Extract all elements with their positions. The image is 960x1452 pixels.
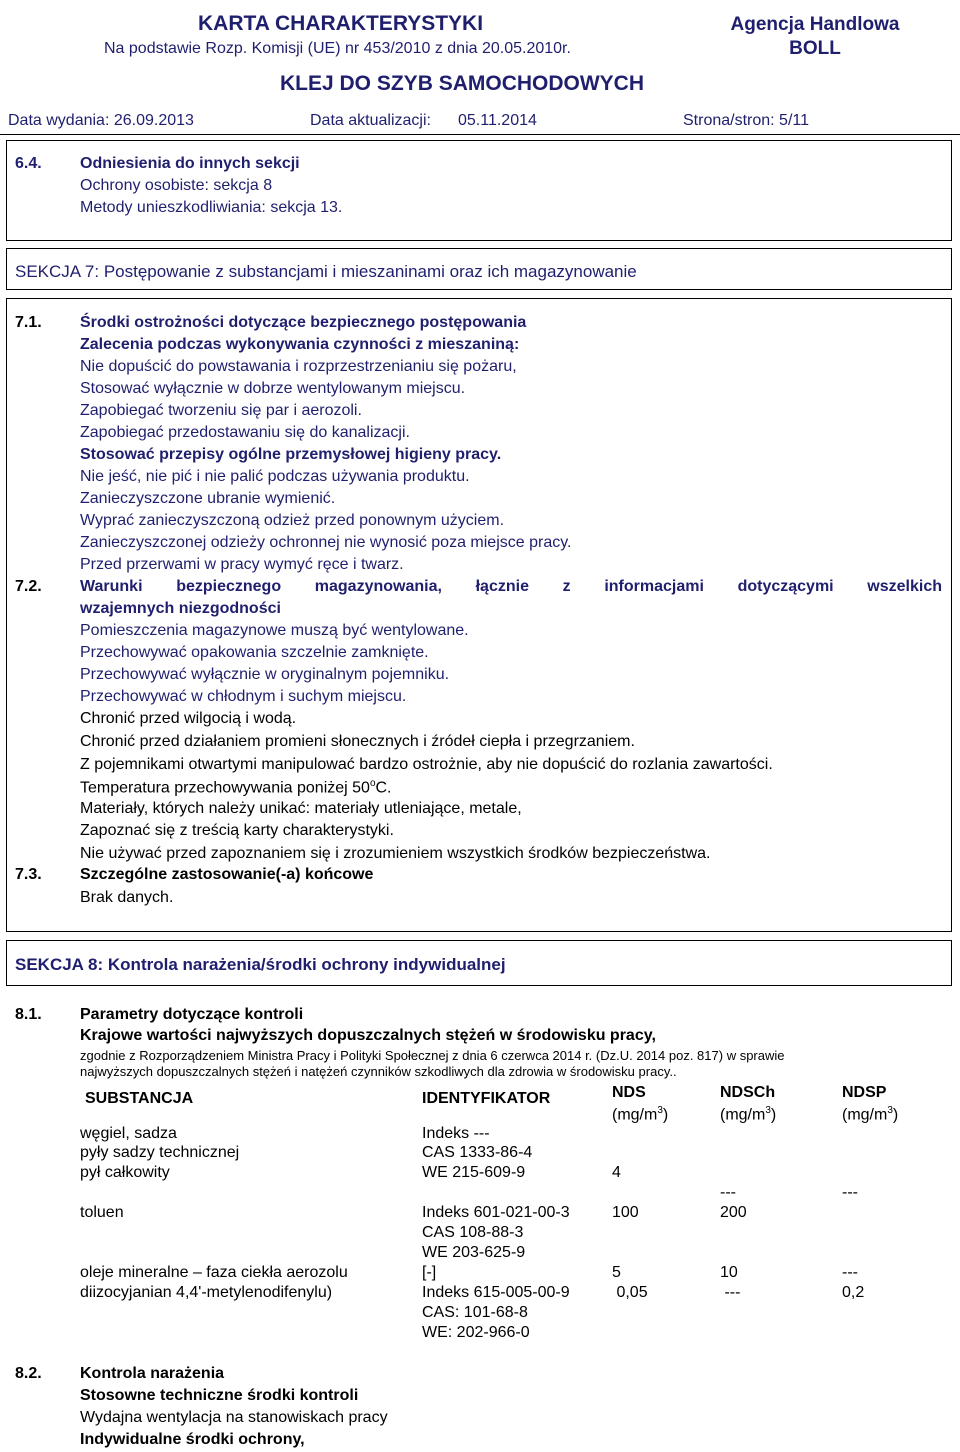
col-unit: $(mg/m^3)$ <box>612 1105 669 1124</box>
cell-ndsch: --- <box>720 1184 736 1201</box>
col-header-ndsp: NDSP <box>842 1084 887 1101</box>
cell-identifier: CAS: 101-68-8 <box>422 1304 528 1321</box>
s73-line: Brak danych. <box>80 889 174 906</box>
s71-line: Stosować przepisy ogólne przemysłowej higieny pracy. <box>80 446 502 463</box>
cell-substance: pyły sadzy technicznej <box>80 1144 240 1161</box>
s81-note: najwyższych dopuszczalnych stężeń i natężeń czynników szkodliwych dla zdrowia w środowisku pracy.. <box>80 1064 677 1079</box>
cell-identifier: WE: 202-966-0 <box>422 1324 530 1341</box>
s81-note: zgodnie z Rozporządzeniem Ministra Pracy i Polityki Społecznej z dnia 6 czerwca 2014 r. (Dz.U. 2014 poz. 817) w sprawie <box>80 1048 785 1063</box>
s72-number: 7.2. <box>15 578 42 595</box>
regulation-subtitle: Na podstawie Rozp. Komisji (UE) nr 453/2010 z dnia 20.05.2010r. <box>104 40 571 57</box>
s82-title: Kontrola narażenia <box>80 1365 225 1382</box>
col-unit: $(mg/m^3)$ <box>842 1105 899 1124</box>
s71-line: Zapobiegać tworzeniu się par i aerozoli. <box>80 402 362 419</box>
product-name: KLEJ DO SZYB SAMOCHODOWYCH <box>280 72 645 95</box>
s71-number: 7.1. <box>15 314 42 331</box>
cell-substance: pył całkowity <box>80 1164 170 1181</box>
cell-substance: oleje mineralne – faza ciekła aerozolu <box>80 1264 348 1281</box>
s72-line: Przechowywać w chłodnym i suchym miejscu. <box>80 688 407 705</box>
s71-line: Przed przerwami w pracy wymyć ręce i twarz. <box>80 556 404 573</box>
s72-line: Zapoznać się z treścią karty charakterystyki. <box>80 822 394 839</box>
s71-line: Zanieczyszczone ubranie wymienić. <box>80 490 336 507</box>
cell-ndsp: --- <box>842 1184 858 1201</box>
s82-ppe: Indywidualne środki ochrony, <box>80 1431 305 1448</box>
s72-line: Z pojemnikami otwartymi manipulować bardzo ostrożnie, aby nie dopuścić do rozlania zawartości. <box>80 756 773 773</box>
cell-nds: 4 <box>612 1164 621 1181</box>
update-label: Data aktualizacji: <box>310 112 431 129</box>
s71-line: Stosować wyłącznie w dobrze wentylowanym miejscu. <box>80 380 466 397</box>
cell-identifier: WE 203-625-9 <box>422 1244 526 1261</box>
s72-line: Chronić przed wilgocią i wodą. <box>80 710 297 727</box>
s64-line: Ochrony osobiste: sekcja 8 <box>80 177 273 194</box>
s82-line: Wydajna wentylacja na stanowiskach pracy <box>80 1409 388 1426</box>
s72-title: Warunki bezpiecznego magazynowania, łącznie z informacjami dotyczącymi wszelkich <box>80 578 942 595</box>
s72-temperature: Temperatura przechowywania poniżej 50$^o$C. <box>80 778 392 797</box>
s82-number: 8.2. <box>15 1365 42 1382</box>
cell-identifier: CAS 1333-86-4 <box>422 1144 533 1161</box>
cell-identifier: Indeks 601-021-00-3 <box>422 1204 570 1221</box>
document-title: KARTA CHARAKTERYSTYKI <box>198 12 484 35</box>
cell-substance: diizocyjanian 4,4'-metylenodifenylu) <box>80 1284 333 1301</box>
col-header-nds: NDS <box>612 1084 646 1101</box>
s71-title: Środki ostrożności dotyczące bezpiecznego postępowania <box>80 314 527 331</box>
s64-title: Odniesienia do innych sekcji <box>80 155 300 172</box>
cell-ndsch: 200 <box>720 1204 747 1221</box>
s72-line: Materiały, których należy unikać: materiały utleniające, metale, <box>80 800 522 817</box>
s81-subtitle: Krajowe wartości najwyższych dopuszczalnych stężeń w środowisku pracy, <box>80 1027 656 1044</box>
agency-name: Agencja Handlowa <box>730 14 900 35</box>
issue-date: Data wydania: 26.09.2013 <box>8 112 194 129</box>
s71-subtitle: Zalecenia podczas wykonywania czynności z mieszaniną: <box>80 336 520 353</box>
col-header-ndsch: NDSCh <box>720 1084 776 1101</box>
cell-ndsch: --- <box>720 1284 741 1301</box>
update-date: 05.11.2014 <box>458 112 537 129</box>
cell-ndsch: 10 <box>720 1264 738 1281</box>
cell-identifier: Indeks --- <box>422 1125 490 1142</box>
cell-identifier: CAS 108-88-3 <box>422 1224 524 1241</box>
s64-number: 6.4. <box>15 155 42 172</box>
cell-nds: 5 <box>612 1264 621 1281</box>
company-name: BOLL <box>789 38 841 59</box>
s82-subtitle: Stosowne techniczne środki kontroli <box>80 1387 359 1404</box>
col-header-identifier: IDENTYFIKATOR <box>422 1090 551 1107</box>
s71-line: Nie jeść, nie pić i nie palić podczas używania produktu. <box>80 468 470 485</box>
s81-title: Parametry dotyczące kontroli <box>80 1006 304 1023</box>
cell-identifier: Indeks 615-005-00-9 <box>422 1284 570 1301</box>
s72-line: Chronić przed działaniem promieni słonecznych i źródeł ciepła i przegrzaniem. <box>80 733 635 750</box>
s72-line: Przechowywać opakowania szczelnie zamknięte. <box>80 644 429 661</box>
cell-substance: toluen <box>80 1204 124 1221</box>
section-7-title: SEKCJA 7: Postępowanie z substancjami i mieszaninami oraz ich magazynowanie <box>15 262 637 281</box>
section-8-title: SEKCJA 8: Kontrola narażenia/środki ochrony indywidualnej <box>15 955 506 974</box>
s71-line: Zapobiegać przedostawaniu się do kanalizacji. <box>80 424 410 441</box>
s71-line: Nie dopuścić do powstawania i rozprzestrzenianiu się pożaru, <box>80 358 517 375</box>
cell-substance: węgiel, sadza <box>80 1125 177 1142</box>
col-unit: $(mg/m^3)$ <box>720 1105 777 1124</box>
cell-nds: 100 <box>612 1204 639 1221</box>
s71-line: Zanieczyszczonej odzieży ochronnej nie wynosić poza miejsce pracy. <box>80 534 572 551</box>
s72-line: Nie używać przed zapoznaniem się i zrozumieniem wszystkich środków bezpieczeństwa. <box>80 845 711 862</box>
s72-title-cont: wzajemnych niezgodności <box>80 600 281 617</box>
page-number: Strona/stron: 5/11 <box>683 112 809 129</box>
header-divider <box>0 134 960 135</box>
cell-ndsp: --- <box>842 1264 858 1281</box>
s72-line: Przechowywać wyłącznie w oryginalnym pojemniku. <box>80 666 450 683</box>
s72-line: Pomieszczenia magazynowe muszą być wentylowane. <box>80 622 469 639</box>
cell-identifier: WE 215-609-9 <box>422 1164 526 1181</box>
s73-number: 7.3. <box>15 866 42 883</box>
col-header-substance: SUBSTANCJA <box>85 1090 194 1107</box>
s64-line: Metody unieszkodliwiania: sekcja 13. <box>80 199 343 216</box>
cell-ndsp: 0,2 <box>842 1284 865 1301</box>
s81-number: 8.1. <box>15 1006 42 1023</box>
s71-line: Wyprać zanieczyszczoną odzież przed ponownym użyciem. <box>80 512 505 529</box>
cell-nds: 0,05 <box>612 1284 648 1301</box>
s73-title: Szczególne zastosowanie(-a) końcowe <box>80 866 374 883</box>
cell-identifier: [-] <box>422 1264 437 1281</box>
